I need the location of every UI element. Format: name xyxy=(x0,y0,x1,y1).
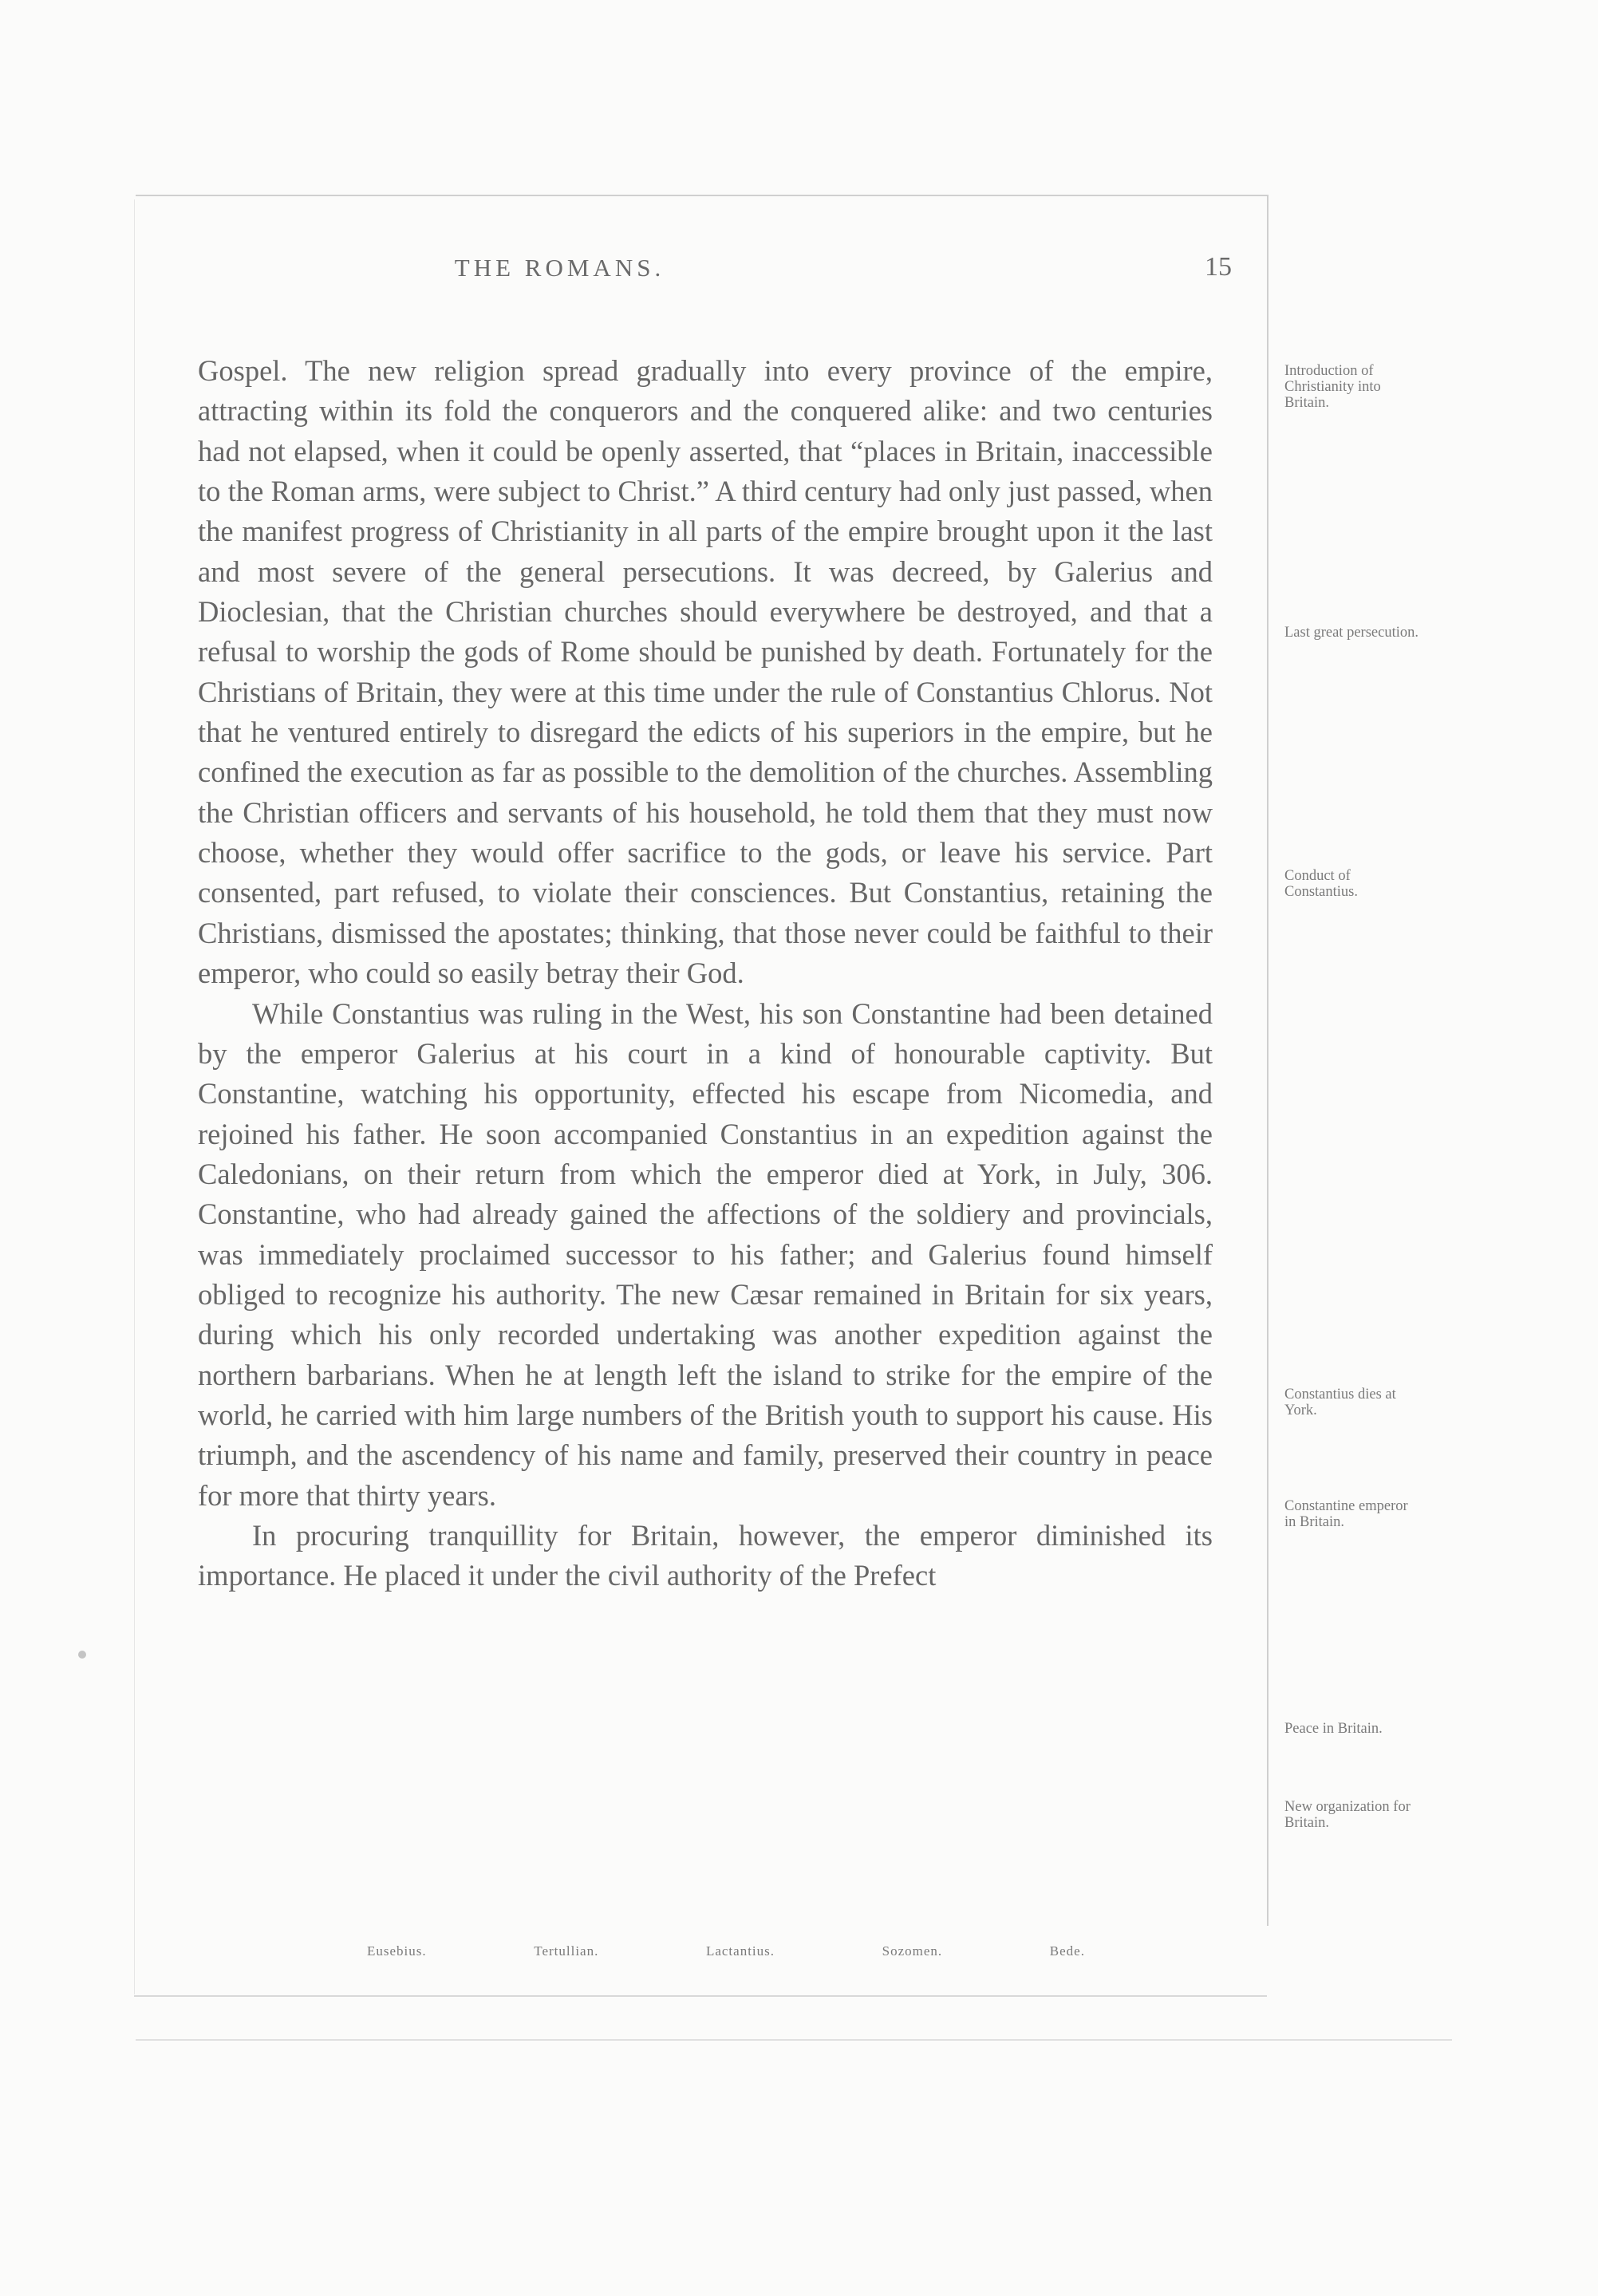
margin-note-constantine-emperor: Constantine emperor in Britain. xyxy=(1284,1498,1408,1530)
paragraph: While Constantius was ruling in the West, his son Constantine had been detained by the emperor Galerius at his court in a kind of honourable captivity. But Constantine, watching his opportunity, effected his escape from Nicomedia, and rejoined his father. He soon accompanied Constantius in an expedition against the Caledonians, on their return from which the emperor died at York, in July, 306. Constantine, who had already gained the affections of the soldiery and provincials, was immediately proclaimed successor to his father; and Galerius found himself obliged to recognize his authority. The new Cæsar remained in Britain for six years, during which his only recorded undertaking was another expedition against the northern barbarians. When he at length left the island to strike for the empire of the world, he carried with him large numbers of the British youth to support his cause. His triumph, and the ascendency of his name and family, preserved their country in peace for more that thirty years. xyxy=(198,996,1213,1512)
frame-top-rule xyxy=(136,195,1269,196)
paragraph: In procuring tranquillity for Britain, however, the emperor diminished its importance. He placed it under the civil authority of the Prefect xyxy=(198,1518,1213,1592)
margin-note-new-organization: New organization for Britain. xyxy=(1284,1799,1411,1831)
margin-note-last-persecution: Last great persecution. xyxy=(1284,625,1418,641)
margin-note-peace-britain: Peace in Britain. xyxy=(1284,1721,1383,1737)
source-citation: Sozomen. xyxy=(882,1943,943,1959)
margin-note-conduct-constantius: Conduct of Constantius. xyxy=(1284,868,1358,900)
body-text xyxy=(198,351,1213,1596)
margin-note-introduction-christianity: Introduction of Christianity into Britain. xyxy=(1284,363,1381,411)
lower-page-edge-rule xyxy=(136,2039,1452,2041)
frame-left-rule xyxy=(134,199,135,1994)
frame-bottom-rule xyxy=(134,1995,1267,1997)
source-citation: Lactantius. xyxy=(705,1943,775,1959)
page-number: 15 xyxy=(1205,252,1232,282)
frame-right-rule xyxy=(1267,196,1269,1926)
source-citations xyxy=(367,1943,1085,1959)
source-citation: Tertullian. xyxy=(534,1943,599,1959)
source-citation: Bede. xyxy=(1049,1943,1085,1959)
margin-note-constantius-dies: Constantius dies at York. xyxy=(1284,1387,1396,1418)
source-citation: Eusebius. xyxy=(367,1943,427,1959)
running-head: THE ROMANS. xyxy=(454,254,665,282)
ink-speck xyxy=(78,1651,86,1659)
paragraph: Gospel. The new religion spread gradually into every province of the empire, attracting within its fold the conquerors and the conquered alike: and two centuries had not elapsed, when it could be openly asserted, that “places in Britain, inaccessible to the Roman arms, were subject to Christ.” A third century had only just passed, when the manifest progress of Christianity in all parts of the empire brought upon it the last and most severe of the general persecutions. It was decreed, by Galerius and Dioclesian, that the Christian churches should everywhere be destroyed, and that a refusal to worship the gods of Rome should be punished by death. Fortunately for the Christians of Britain, they were at this time under the rule of Constantius Chlorus. Not that he ventured entirely to disregard the edicts of his superiors in the empire, but he confined the execution as far as possible to the demolition of the churches. Assembling the Christian officers and servants of his household, he told them that they must now choose, whether they would offer sacrifice to the gods, or leave his service. Part consented, part refused, to violate their consciences. But Constantius, retaining the Christians, dismissed the apostates; thinking, that those never could be faithful to their emperor, who could so easily betray their God. xyxy=(198,354,1213,990)
